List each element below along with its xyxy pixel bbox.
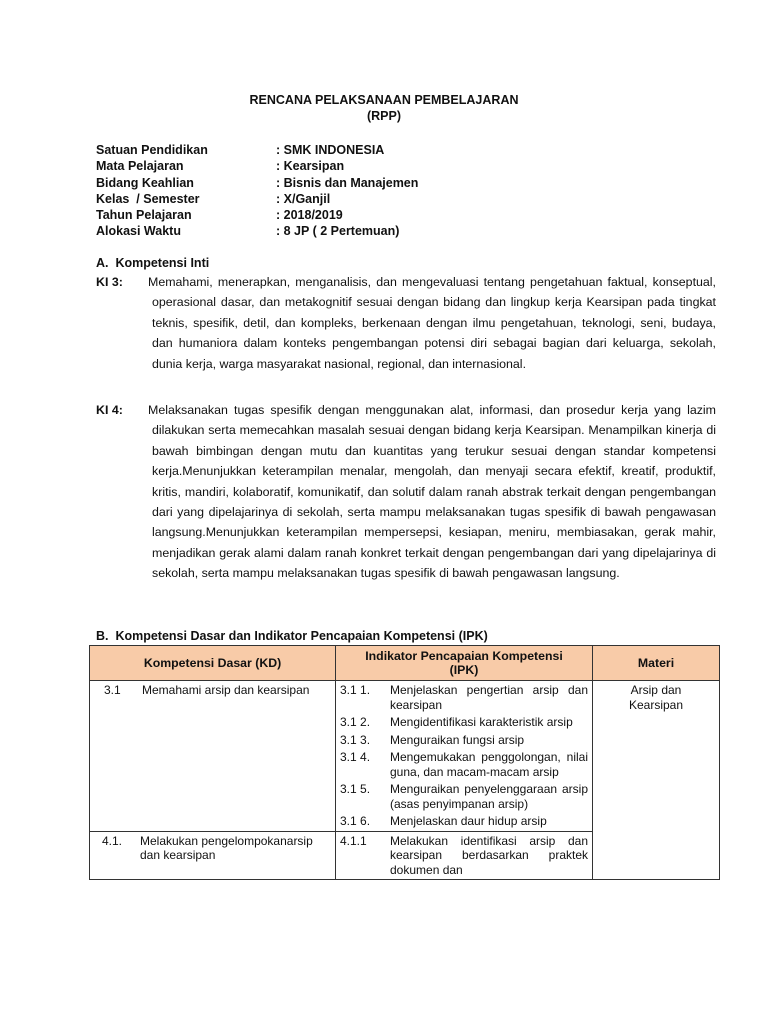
document-title: RENCANA PELAKSANAAN PEMBELAJARAN — [249, 93, 519, 107]
ki4-block — [96, 400, 716, 584]
header-ipk-line2: (IPK) — [449, 663, 479, 677]
ipk-text: Mengemukakan penggolongan, nilai guna, dan macam-macam arsip — [390, 750, 588, 779]
ipk-text: Melakukan identifikasi arsip dan kearsipan berdasarkan praktek dokumen dan — [390, 833, 588, 877]
ipk-cell — [336, 681, 593, 832]
ipk-number: 3.1 4. — [340, 750, 371, 764]
identity-value: : Kearsipan — [276, 159, 345, 174]
ki4-text: Melaksanakan tugas spesifik dengan menggunakan alat, informasi, dan prosedur kerja yang lazim dilakukan serta memecahkan masalah sesuai dengan bidang kerja Kearsipan. Menampilkan kinerja di bawah bimbingan dengan mutu dan kuantitas yang terukur sesuai dengan standar kompetensi kerja.Menunjukkan keterampilan menalar, mengolah, dan menyaji secara efektif, kreatif, produktif, kritis, mandiri, kolaboratif, komunikatif, dan solutif dalam ranah abstrak terkait dengan pengembangan dari yang dipelajarinya di sekolah, serta mampu melaksanakan tugas spesifik di bawah pengawasan langsung.Menunjukkan keterampilan mempersepsi, kesiapan, meniru, membiasakan, gerak mahir, menjadikan gerak alami dalam ranah konkret terkait dengan pengembangan dari yang dipelajarinya di sekolah, serta mampu melaksanakan tugas spesifik di bawah pengawasan langsung. — [148, 403, 716, 581]
identity-value: : X/Ganjil — [276, 191, 331, 206]
kd-number: 3.1 — [104, 683, 121, 697]
identity-value: : 8 JP ( 2 Pertemuan) — [276, 224, 400, 239]
identity-label: Alokasi Waktu — [96, 224, 181, 239]
identity-label: Bidang Keahlian — [96, 175, 194, 190]
identity-label: Satuan Pendidikan — [96, 143, 208, 157]
materi-line2: Kearsipan — [628, 698, 684, 712]
identity-row — [96, 207, 418, 223]
kd-number: 4.1. — [102, 833, 123, 848]
identity-row — [96, 223, 418, 239]
table-row — [90, 681, 720, 832]
section-a-heading: A. Kompetensi Inti — [96, 256, 210, 270]
ipk-text: Menjelaskan pengertian arsip dan kearsipan — [390, 683, 588, 712]
identity-value: : Bisnis dan Manajemen — [276, 175, 419, 190]
kd-text: Melakukan pengelompokanarsip dan kearsipan — [140, 833, 313, 862]
header-ipk — [336, 646, 593, 681]
ipk-item — [340, 782, 588, 811]
ipk-text: Menguraikan penyelenggaraan arsip (asas penyimpanan arsip) — [390, 782, 588, 811]
ki3-text: Memahami, menerapkan, menganalisis, dan mengevaluasi tentang pengetahuan faktual, konseptual, operasional dasar, dan metakognitif sesuai dengan bidang dan lingkup kerja Kearsipan pada tingkat teknis, spesifik, detil, dan kompleks, berkenaan dengan ilmu pengetahuan, teknologi, seni, budaya, dan humaniora dalam konteks pengembangan potensi diri sebagai bagian dari keluarga, sekolah, dunia kerja, warga masyarakat nasional, regional, dan internasional. — [148, 275, 716, 371]
ki3-block — [96, 272, 716, 374]
materi-cell — [593, 681, 720, 880]
ipk-number: 3.1 6. — [340, 814, 371, 828]
ki3-label: KI 3: — [96, 275, 123, 289]
identity-row — [96, 142, 418, 158]
kd-ipk-table — [89, 645, 720, 880]
ipk-item — [340, 834, 588, 878]
table-header-row — [90, 646, 720, 681]
ipk-item — [340, 750, 588, 779]
identity-row — [96, 175, 418, 191]
ipk-number: 3.1 3. — [340, 732, 371, 747]
identity-value: : 2018/2019 — [276, 208, 343, 223]
header-kd: Kompetensi Dasar (KD) — [90, 646, 336, 681]
ipk-number: 3.1 2. — [340, 715, 371, 729]
kd-text: Memahami arsip dan kearsipan — [142, 683, 310, 697]
ipk-item — [340, 715, 588, 730]
header-materi: Materi — [593, 646, 720, 681]
ipk-number: 4.1.1 — [340, 833, 367, 848]
identity-label: Tahun Pelajaran — [96, 208, 192, 223]
header-ipk-line1: Indikator Pencapaian Kompetensi — [365, 649, 563, 663]
identity-block — [96, 142, 418, 240]
ipk-number: 3.1 5. — [340, 782, 371, 796]
ipk-text: Menjelaskan daur hidup arsip — [390, 814, 547, 828]
identity-row — [96, 158, 418, 174]
identity-row — [96, 191, 418, 207]
ipk-text: Mengidentifikasi karakteristik arsip — [390, 715, 573, 729]
ipk-item — [340, 733, 588, 748]
identity-value: : SMK INDONESIA — [276, 143, 385, 157]
section-b-heading: B. Kompetensi Dasar dan Indikator Pencapaian Kompetensi (IPK) — [96, 629, 488, 643]
ipk-item — [340, 683, 588, 712]
ipk-number: 3.1 1. — [340, 683, 371, 697]
ipk-text: Menguraikan fungsi arsip — [390, 732, 525, 747]
identity-label: Kelas / Semester — [96, 191, 200, 206]
ipk-cell — [336, 831, 593, 880]
ki4-label: KI 4: — [96, 403, 123, 417]
ipk-item — [340, 814, 588, 829]
materi-line1: Arsip dan — [630, 683, 682, 697]
kd-cell — [90, 681, 336, 832]
kd-cell — [90, 831, 336, 880]
identity-label: Mata Pelajaran — [96, 159, 184, 174]
document-subtitle: (RPP) — [366, 109, 402, 123]
